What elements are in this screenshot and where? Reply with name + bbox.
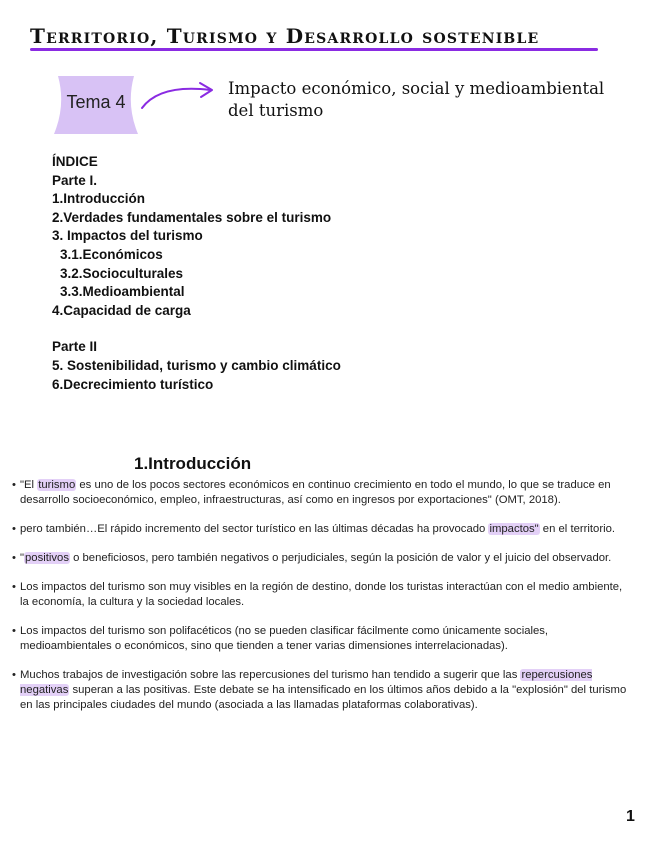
highlight-positivos: positivos xyxy=(25,552,69,564)
highlight-impactos: impactos" xyxy=(489,523,539,535)
page-number: 1 xyxy=(626,808,635,825)
index-item: 3.2.Socioculturales xyxy=(60,265,184,281)
index-heading: ÍNDICE xyxy=(52,154,98,169)
index-item: 3.3.Medioambiental xyxy=(60,284,185,300)
topic-title: Impacto económico, social y medioambiental del turismo xyxy=(228,79,605,120)
bullet-paragraph xyxy=(14,522,634,537)
bullet-paragraph xyxy=(14,478,634,508)
bullet-text: o beneficiosos, pero también negativos o perjudiciales, según la posición de valor y el juicio del observador. xyxy=(69,552,612,564)
index-item: 6.Decrecimiento turístico xyxy=(52,376,214,392)
bullet-text: pero también…El rápido incremento del sector turístico en las últimas décadas ha provocado xyxy=(20,523,489,535)
index-gap xyxy=(52,320,341,338)
tema-label: Tema 4 xyxy=(66,92,126,112)
bullet-paragraph: • Los impactos del turismo son polifacéticos (no se pueden clasificar fácilmente como únicamente sociales, medioambientales o económicos, sino que tienden a tener varias dimensiones interrelacionadas). xyxy=(14,624,634,654)
highlight-turismo: turismo xyxy=(38,479,76,491)
index-part-1: Parte I. xyxy=(52,172,98,188)
index-list xyxy=(52,153,341,394)
bullet-text: superan a las positivas. Este debate se ha intensificado en los últimos años debido a la "explosión" del turismo en las principales ciudades del mundo (asociada a las llamadas plataformas colaborativas). xyxy=(20,684,627,711)
section-heading-introduccion: 1.Introducción xyxy=(134,454,252,473)
bullet-text: " xyxy=(20,552,25,564)
index-item: 4.Capacidad de carga xyxy=(52,302,191,318)
highlight-repercusiones-negativas: repercusiones negativas xyxy=(20,669,593,696)
tema-badge xyxy=(52,74,140,136)
bullet-paragraph xyxy=(14,668,634,713)
bullet-paragraph xyxy=(14,551,634,566)
header-underline xyxy=(30,48,598,51)
index-part-2: Parte II xyxy=(52,339,98,355)
bullet-paragraph: • Los impactos del turismo son muy visibles en la región de destino, donde los turistas interactúan con el medio ambiente, la economía, la cultura y la sociedad locales. xyxy=(14,580,634,610)
index-item: 3.1.Económicos xyxy=(60,246,163,262)
index-item: 5. Sostenibilidad, turismo y cambio climático xyxy=(52,357,341,373)
bullet-text: es uno de los pocos sectores económicos en continuo crecimiento en todo el mundo, lo que se traduce en desarrollo socioeconómico, empleo, infraestructuras, así como en ingresos por exportaciones" (OMT, 2018). xyxy=(20,479,611,506)
document-header-title: Territorio, Turismo y Desarrollo sostenible xyxy=(30,24,540,48)
bullet-text: en el territorio. xyxy=(539,523,616,535)
arrow-icon xyxy=(138,80,218,114)
index-item: 2.Verdades fundamentales sobre el turismo xyxy=(52,209,332,225)
index-item: 1.Introducción xyxy=(52,191,146,207)
index-item: 3. Impactos del turismo xyxy=(52,228,203,244)
bullet-text: "El xyxy=(20,479,38,491)
bullet-text: Muchos trabajos de investigación sobre las repercusiones del turismo han tendido a sugerir que las xyxy=(20,669,521,681)
intro-bullets xyxy=(14,478,634,727)
